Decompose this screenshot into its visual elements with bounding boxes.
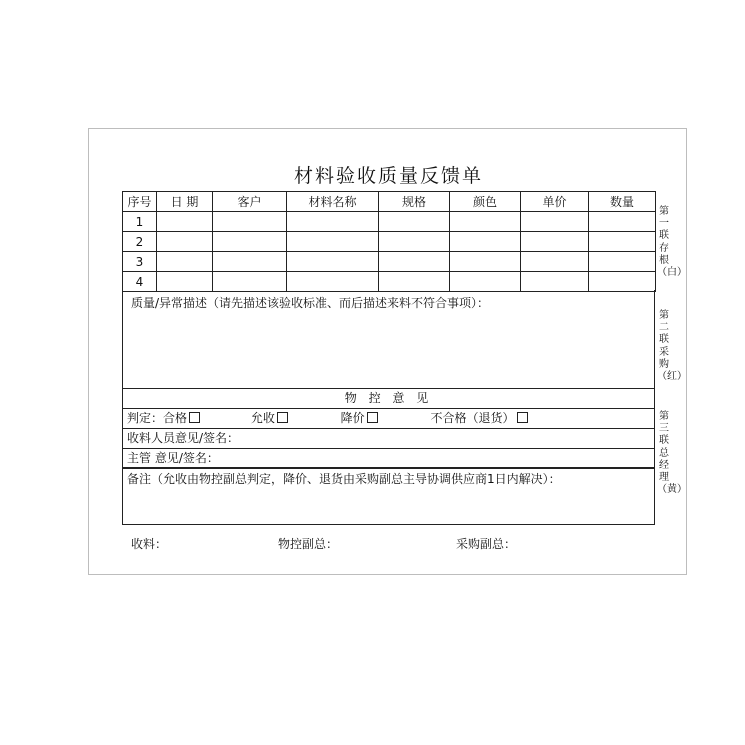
table-row (123, 272, 656, 292)
cell[interactable] (213, 232, 287, 252)
form-sheet (88, 128, 687, 575)
reject-checkbox[interactable] (517, 412, 528, 423)
opinion-block (122, 389, 655, 469)
remarks-box[interactable] (122, 467, 655, 525)
cell[interactable] (521, 212, 589, 232)
downgrade-label: 降价 (340, 411, 365, 425)
receiver-signature[interactable]: 收料： (131, 537, 168, 551)
form-title: 材料验收质量反馈单 (293, 165, 483, 187)
receiver-opinion-label: 收料人员意见/签名： (127, 431, 240, 445)
allow-checkbox[interactable] (277, 412, 288, 423)
cell[interactable] (589, 252, 656, 272)
cell[interactable] (379, 272, 450, 292)
copy-label-white: 第一联存根（白） (657, 206, 687, 279)
cell[interactable] (213, 252, 287, 272)
header-spec: 规格 (379, 192, 450, 212)
description-box[interactable] (122, 290, 655, 389)
cell[interactable] (521, 232, 589, 252)
cell[interactable] (213, 272, 287, 292)
row-index: 4 (123, 272, 157, 292)
allow-label: 允收 (250, 411, 275, 425)
cell[interactable] (589, 212, 656, 232)
header-index: 序号 (123, 192, 157, 212)
table-row (123, 232, 656, 252)
cell[interactable] (379, 212, 450, 232)
supervisor-opinion-row[interactable] (123, 449, 654, 468)
downgrade-checkbox[interactable] (367, 412, 378, 423)
judgement-pass-label: 判定：合格 (127, 411, 188, 425)
copy-label-yellow: 第三联总经理（黄） (657, 411, 687, 496)
cell[interactable] (450, 272, 521, 292)
cell[interactable] (157, 212, 213, 232)
receiver-opinion-row[interactable] (123, 429, 654, 449)
row-index: 2 (123, 232, 157, 252)
supervisor-opinion-label: 主管 意见/签名： (127, 451, 219, 465)
table-header-row (123, 192, 656, 212)
header-color: 颜色 (450, 192, 521, 212)
remarks-label: 备注（允收由物控副总判定，降价、退货由采购副总主导协调供应商1日内解决）： (127, 472, 561, 486)
cell[interactable] (287, 272, 379, 292)
cell[interactable] (450, 252, 521, 272)
cell[interactable] (287, 232, 379, 252)
header-material-name: 材料名称 (287, 192, 379, 212)
cell[interactable] (589, 272, 656, 292)
cell[interactable] (287, 252, 379, 272)
judgement-row (123, 409, 654, 429)
table-row (123, 212, 656, 232)
cell[interactable] (379, 252, 450, 272)
cell[interactable] (521, 272, 589, 292)
row-index: 1 (123, 212, 157, 232)
pass-checkbox[interactable] (189, 412, 200, 423)
copy-label-red: 第二联采购（红） (657, 310, 687, 383)
cell[interactable] (589, 232, 656, 252)
row-index: 3 (123, 252, 157, 272)
control-vp-signature[interactable]: 物控副总： (278, 537, 339, 551)
reject-label: 不合格（退货） (430, 411, 515, 425)
cell[interactable] (157, 252, 213, 272)
cell[interactable] (287, 212, 379, 232)
header-unit-price: 单价 (521, 192, 589, 212)
cell[interactable] (450, 212, 521, 232)
cell[interactable] (157, 232, 213, 252)
cell[interactable] (379, 232, 450, 252)
header-customer: 客户 (213, 192, 287, 212)
cell[interactable] (521, 252, 589, 272)
cell[interactable] (450, 232, 521, 252)
opinion-header: 物 控 意 见 (123, 389, 654, 409)
header-quantity: 数量 (589, 192, 656, 212)
description-label: 质量/异常描述（请先描述该验收标准、而后描述来料不符合事项）： (131, 296, 490, 310)
cell[interactable] (157, 272, 213, 292)
table-row (123, 252, 656, 272)
purchase-vp-signature[interactable]: 采购副总： (456, 537, 517, 551)
cell[interactable] (213, 212, 287, 232)
material-table (122, 191, 656, 292)
header-date: 日 期 (157, 192, 213, 212)
